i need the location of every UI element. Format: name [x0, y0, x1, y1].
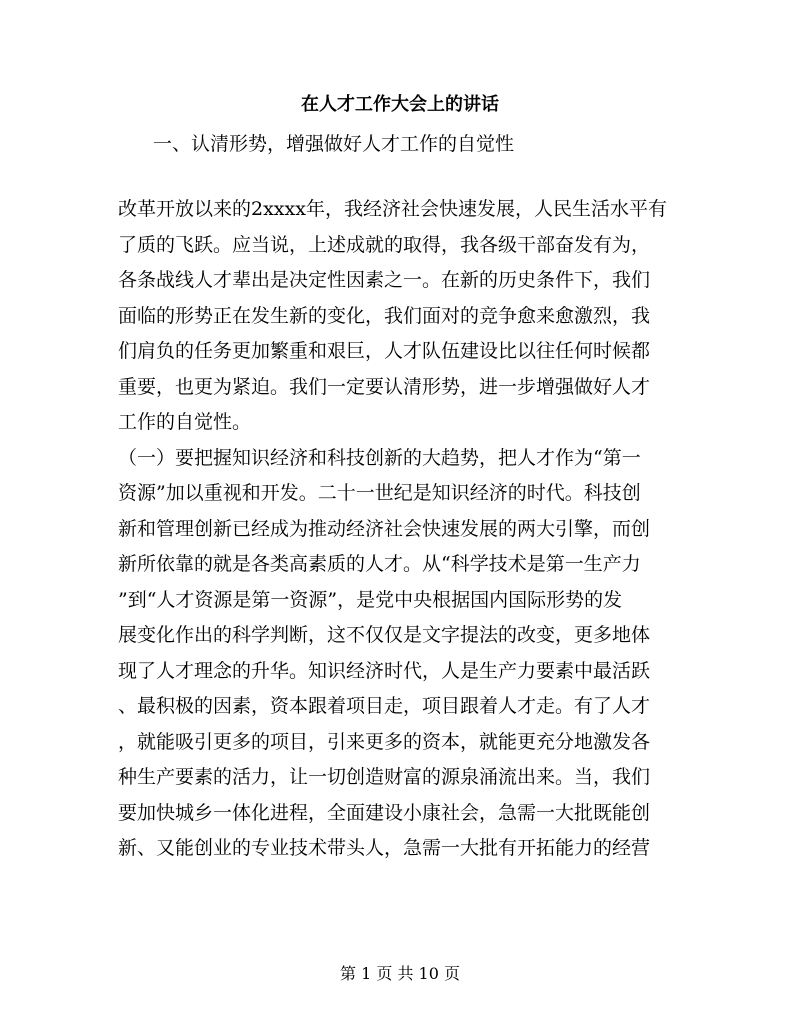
- text-line: 展变化作出的科学判断，这不仅仅是文字提法的改变，更多地体: [118, 624, 651, 646]
- text-line: 新所依靠的就是各类高素质的人才。从“科学技术是第一生产力: [118, 553, 641, 575]
- text-line: 新和管理创新已经成为推动经济社会快速发展的两大引擎，而创: [118, 517, 651, 540]
- page-number-footer: 第 1 页 共 10 页: [340, 964, 460, 983]
- section-heading: 一、认清形势，增强做好人才工作的自觉性: [153, 133, 515, 155]
- body-text: [118, 192, 690, 867]
- text-line: ，就能吸引更多的项目，引来更多的资本，就能更充分地激发各: [118, 730, 651, 753]
- text-line: 种生产要素的活力，让一切创造财富的源泉涌流出来。当，我们: [118, 766, 651, 788]
- document-title: 在人才工作大会上的讲话: [301, 94, 499, 115]
- text-line: 新、又能创业的专业技术带头人，急需一大批有开拓能力的经营: [118, 837, 651, 859]
- text-line: 面临的形势正在发生新的变化，我们面对的竞争愈来愈激烈，我: [118, 304, 651, 327]
- text-line: 各条战线人才辈出是决定性因素之一。在新的历史条件下，我们: [118, 269, 651, 291]
- text-line: 工作的自觉性。: [118, 411, 252, 433]
- text-line: 资源”加以重视和开发。二十一世纪是知识经济的时代。科技创: [118, 482, 641, 504]
- text-line: 重要，也更为紧迫。我们一定要认清形势，进一步增强做好人才: [118, 375, 651, 398]
- text-line: 了质的飞跃。应当说，上述成就的取得，我各级干部奋发有为，: [118, 233, 651, 256]
- text-line: 要加快城乡一体化进程，全面建设小康社会，急需一大批既能创: [118, 801, 651, 824]
- text-line: （一）要把握知识经济和科技创新的大趋势，把人才作为“第一: [118, 446, 641, 469]
- text-line: 们肩负的任务更加繁重和艰巨，人才队伍建设比以往任何时候都: [118, 340, 651, 362]
- text-line: 现了人才理念的升华。知识经济时代，人是生产力要素中最活跃: [118, 659, 651, 682]
- text-line: 改革开放以来的2xxxx年，我经济社会快速发展，人民生活水平有: [118, 198, 667, 220]
- text-line: ”到“人才资源是第一资源”，是党中央根据国内国际形势的发: [118, 588, 623, 611]
- text-line: 、最积极的因素，资本跟着项目走，项目跟着人才走。有了人才: [118, 695, 651, 717]
